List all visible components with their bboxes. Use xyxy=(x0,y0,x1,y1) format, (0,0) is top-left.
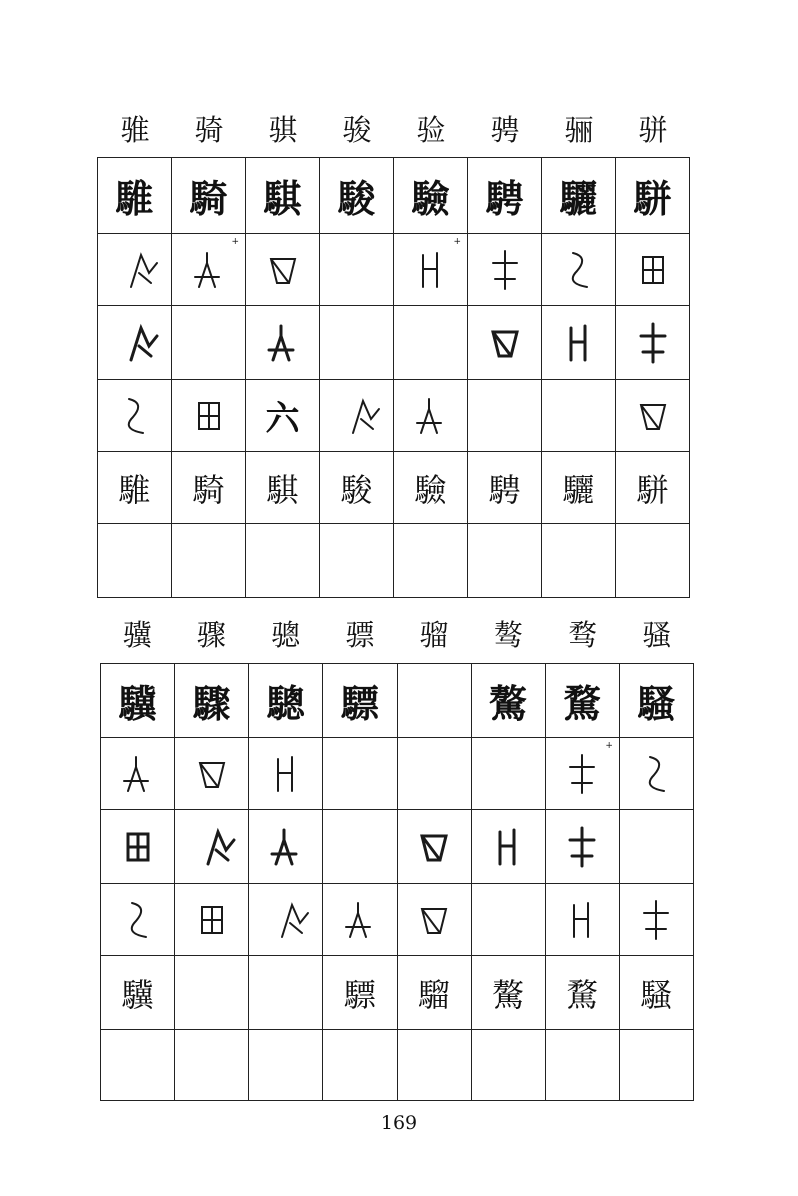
glyph-cell xyxy=(101,884,175,956)
glyph-cell xyxy=(320,234,394,306)
glyph-cell xyxy=(394,524,468,598)
glyph-cell xyxy=(619,884,693,956)
table-row xyxy=(101,884,694,956)
table-row xyxy=(98,234,690,306)
glyph-cell xyxy=(619,956,693,1030)
glyph-cell xyxy=(246,452,320,524)
glyph-cell xyxy=(394,158,468,234)
archaic-glyph-image xyxy=(259,316,307,370)
archaic-glyph-image xyxy=(481,316,529,370)
glyph-form: 驥 xyxy=(121,975,154,1014)
glyph-cell xyxy=(246,524,320,598)
glyph-cell xyxy=(468,452,542,524)
glyph-cell xyxy=(172,524,246,598)
glyph-cell xyxy=(616,158,690,234)
glyph-cell xyxy=(545,1030,619,1101)
glyph-form: 騎 xyxy=(192,470,225,509)
archaic-glyph-image xyxy=(188,747,236,801)
archaic-glyph-image xyxy=(114,893,162,947)
glyph-cell xyxy=(468,234,542,306)
glyph-cell xyxy=(101,810,175,884)
header-char: 验 xyxy=(416,113,446,147)
header-char: 骓 xyxy=(120,113,150,147)
archaic-glyph-image xyxy=(558,820,606,874)
table-row xyxy=(101,956,694,1030)
glyph-cell xyxy=(98,524,172,598)
glyph-cell xyxy=(394,234,468,306)
glyph-form: 騁 xyxy=(488,470,521,509)
glyph-form: 驃 xyxy=(340,682,379,726)
archaic-glyph-image xyxy=(262,820,310,874)
glyph-form: 驪 xyxy=(562,470,595,509)
glyph-form: 騅 xyxy=(118,470,151,509)
glyph-cell xyxy=(98,234,172,306)
table-row xyxy=(98,524,690,598)
archaic-glyph-image xyxy=(114,747,162,801)
glyph-form: 驗 xyxy=(414,470,447,509)
glyph-cell xyxy=(101,738,175,810)
glyph-cell xyxy=(246,306,320,380)
header-char: 骜 xyxy=(493,618,523,652)
glyph-cell xyxy=(619,738,693,810)
corner-mark: + xyxy=(605,741,613,751)
archaic-glyph-image xyxy=(111,316,159,370)
glyph-form: 驥 xyxy=(118,682,157,726)
glyph-form: 騏 xyxy=(263,177,302,221)
glyph-cell xyxy=(98,452,172,524)
archaic-glyph-image xyxy=(629,389,677,443)
archaic-glyph-image xyxy=(410,820,458,874)
glyph-cell xyxy=(542,158,616,234)
glyph-form: 驄 xyxy=(266,682,305,726)
header-char: 骊 xyxy=(564,113,594,147)
glyph-cell xyxy=(616,306,690,380)
section-2-headers xyxy=(100,617,694,653)
table-row xyxy=(98,158,690,234)
glyph-cell xyxy=(471,738,545,810)
glyph-cell xyxy=(397,738,471,810)
glyph-cell xyxy=(616,380,690,452)
glyph-cell xyxy=(397,810,471,884)
glyph-cell xyxy=(175,810,249,884)
character-table-2 xyxy=(100,663,694,1101)
character-table-1 xyxy=(97,157,690,598)
header-char: 骋 xyxy=(490,113,520,147)
archaic-glyph-image xyxy=(629,243,677,297)
glyph-cell xyxy=(320,306,394,380)
glyph-cell xyxy=(249,956,323,1030)
archaic-glyph-image xyxy=(259,243,307,297)
archaic-glyph-image xyxy=(114,820,162,874)
page-number: 169 xyxy=(380,1112,418,1134)
glyph-cell xyxy=(98,158,172,234)
glyph-form: 騖 xyxy=(566,975,599,1014)
glyph-cell xyxy=(545,956,619,1030)
glyph-cell xyxy=(616,234,690,306)
glyph-cell xyxy=(468,380,542,452)
glyph-cell xyxy=(471,664,545,738)
archaic-glyph-image xyxy=(558,747,606,801)
section-1-headers xyxy=(98,112,690,148)
glyph-cell xyxy=(468,158,542,234)
glyph-cell xyxy=(175,884,249,956)
archaic-glyph-image xyxy=(188,893,236,947)
glyph-cell xyxy=(397,884,471,956)
glyph-cell xyxy=(545,664,619,738)
archaic-glyph-image xyxy=(555,243,603,297)
glyph-form: 騮 xyxy=(418,975,451,1014)
archaic-glyph-image xyxy=(336,893,384,947)
glyph-cell xyxy=(320,380,394,452)
archaic-glyph-image xyxy=(484,820,532,874)
glyph-cell xyxy=(468,306,542,380)
glyph-cell xyxy=(619,810,693,884)
glyph-cell xyxy=(249,738,323,810)
table-row xyxy=(101,810,694,884)
glyph-cell xyxy=(320,524,394,598)
glyph-cell xyxy=(394,306,468,380)
header-char: 骛 xyxy=(568,618,598,652)
header-char: 骠 xyxy=(345,618,375,652)
archaic-glyph-image xyxy=(111,389,159,443)
archaic-glyph-image xyxy=(629,316,677,370)
glyph-cell xyxy=(471,956,545,1030)
header-char: 骚 xyxy=(642,618,672,652)
glyph-cell xyxy=(471,1030,545,1101)
glyph-cell xyxy=(542,380,616,452)
glyph-form: 驪 xyxy=(559,177,598,221)
glyph-form: 騎 xyxy=(189,177,228,221)
glyph-cell xyxy=(246,234,320,306)
glyph-form: 驟 xyxy=(192,682,231,726)
archaic-glyph-image xyxy=(262,893,310,947)
header-char: 骐 xyxy=(268,113,298,147)
glyph-cell xyxy=(545,738,619,810)
glyph-form: 驃 xyxy=(343,975,376,1014)
glyph-cell xyxy=(98,380,172,452)
glyph-cell xyxy=(101,956,175,1030)
glyph-cell xyxy=(175,956,249,1030)
glyph-cell xyxy=(320,452,394,524)
glyph-cell xyxy=(323,664,397,738)
archaic-glyph-image xyxy=(185,243,233,297)
glyph-cell xyxy=(172,452,246,524)
table-row xyxy=(101,1030,694,1101)
glyph-cell xyxy=(320,158,394,234)
glyph-form: 騏 xyxy=(266,470,299,509)
archaic-glyph-image xyxy=(185,389,233,443)
archaic-glyph-image xyxy=(632,893,680,947)
glyph-form: 騷 xyxy=(637,682,676,726)
glyph-cell xyxy=(397,664,471,738)
table-row xyxy=(101,738,694,810)
glyph-cell xyxy=(172,380,246,452)
archaic-glyph-image xyxy=(333,389,381,443)
glyph-cell xyxy=(616,524,690,598)
glyph-cell xyxy=(323,1030,397,1101)
glyph-cell xyxy=(471,884,545,956)
glyph-cell xyxy=(397,956,471,1030)
archaic-glyph-image xyxy=(407,389,455,443)
glyph-cell xyxy=(545,810,619,884)
archaic-glyph-image xyxy=(555,316,603,370)
glyph-cell xyxy=(542,524,616,598)
archaic-glyph-image xyxy=(481,243,529,297)
glyph-cell xyxy=(98,306,172,380)
glyph-cell xyxy=(323,738,397,810)
glyph-form: 駢 xyxy=(633,177,672,221)
glyph-cell xyxy=(542,306,616,380)
glyph-cell xyxy=(323,810,397,884)
glyph-cell xyxy=(323,956,397,1030)
header-char: 骤 xyxy=(196,618,226,652)
table-row xyxy=(98,380,690,452)
glyph-form: 駿 xyxy=(340,470,373,509)
glyph-cell xyxy=(323,884,397,956)
glyph-cell xyxy=(249,1030,323,1101)
table-row xyxy=(101,664,694,738)
glyph-cell xyxy=(175,738,249,810)
archaic-glyph-image xyxy=(410,893,458,947)
header-char: 骏 xyxy=(342,113,372,147)
glyph-cell xyxy=(246,158,320,234)
glyph-form: 六 xyxy=(265,399,300,439)
glyph-cell xyxy=(619,664,693,738)
glyph-cell xyxy=(471,810,545,884)
header-char: 骥 xyxy=(122,618,152,652)
glyph-cell xyxy=(397,1030,471,1101)
header-char: 骑 xyxy=(194,113,224,147)
glyph-cell xyxy=(542,452,616,524)
glyph-form: 驁 xyxy=(492,975,525,1014)
table-row xyxy=(98,452,690,524)
glyph-cell xyxy=(175,664,249,738)
glyph-cell xyxy=(249,664,323,738)
archaic-glyph-image xyxy=(188,820,236,874)
table-row xyxy=(98,306,690,380)
header-char: 骢 xyxy=(271,618,301,652)
glyph-form: 驗 xyxy=(411,177,450,221)
glyph-cell xyxy=(542,234,616,306)
glyph-form: 騷 xyxy=(640,975,673,1014)
glyph-cell xyxy=(101,1030,175,1101)
glyph-cell xyxy=(175,1030,249,1101)
glyph-cell xyxy=(246,380,320,452)
glyph-form: 騖 xyxy=(563,682,602,726)
archaic-glyph-image xyxy=(111,243,159,297)
archaic-glyph-image xyxy=(262,747,310,801)
glyph-cell xyxy=(394,452,468,524)
corner-mark: + xyxy=(231,237,239,247)
glyph-cell xyxy=(101,664,175,738)
archaic-glyph-image xyxy=(558,893,606,947)
glyph-form: 駢 xyxy=(636,470,669,509)
header-char: 骈 xyxy=(638,113,668,147)
glyph-cell xyxy=(172,158,246,234)
glyph-cell xyxy=(619,1030,693,1101)
glyph-cell xyxy=(616,452,690,524)
archaic-glyph-image xyxy=(632,747,680,801)
header-char: 骝 xyxy=(419,618,449,652)
glyph-cell xyxy=(468,524,542,598)
glyph-cell xyxy=(249,810,323,884)
glyph-cell xyxy=(172,306,246,380)
glyph-cell xyxy=(172,234,246,306)
glyph-form: 驁 xyxy=(489,682,528,726)
glyph-form: 騅 xyxy=(115,177,154,221)
archaic-glyph-image xyxy=(407,243,455,297)
glyph-cell xyxy=(394,380,468,452)
glyph-form: 騁 xyxy=(485,177,524,221)
corner-mark: + xyxy=(453,237,461,247)
glyph-cell xyxy=(545,884,619,956)
glyph-cell xyxy=(249,884,323,956)
glyph-form: 駿 xyxy=(337,177,376,221)
